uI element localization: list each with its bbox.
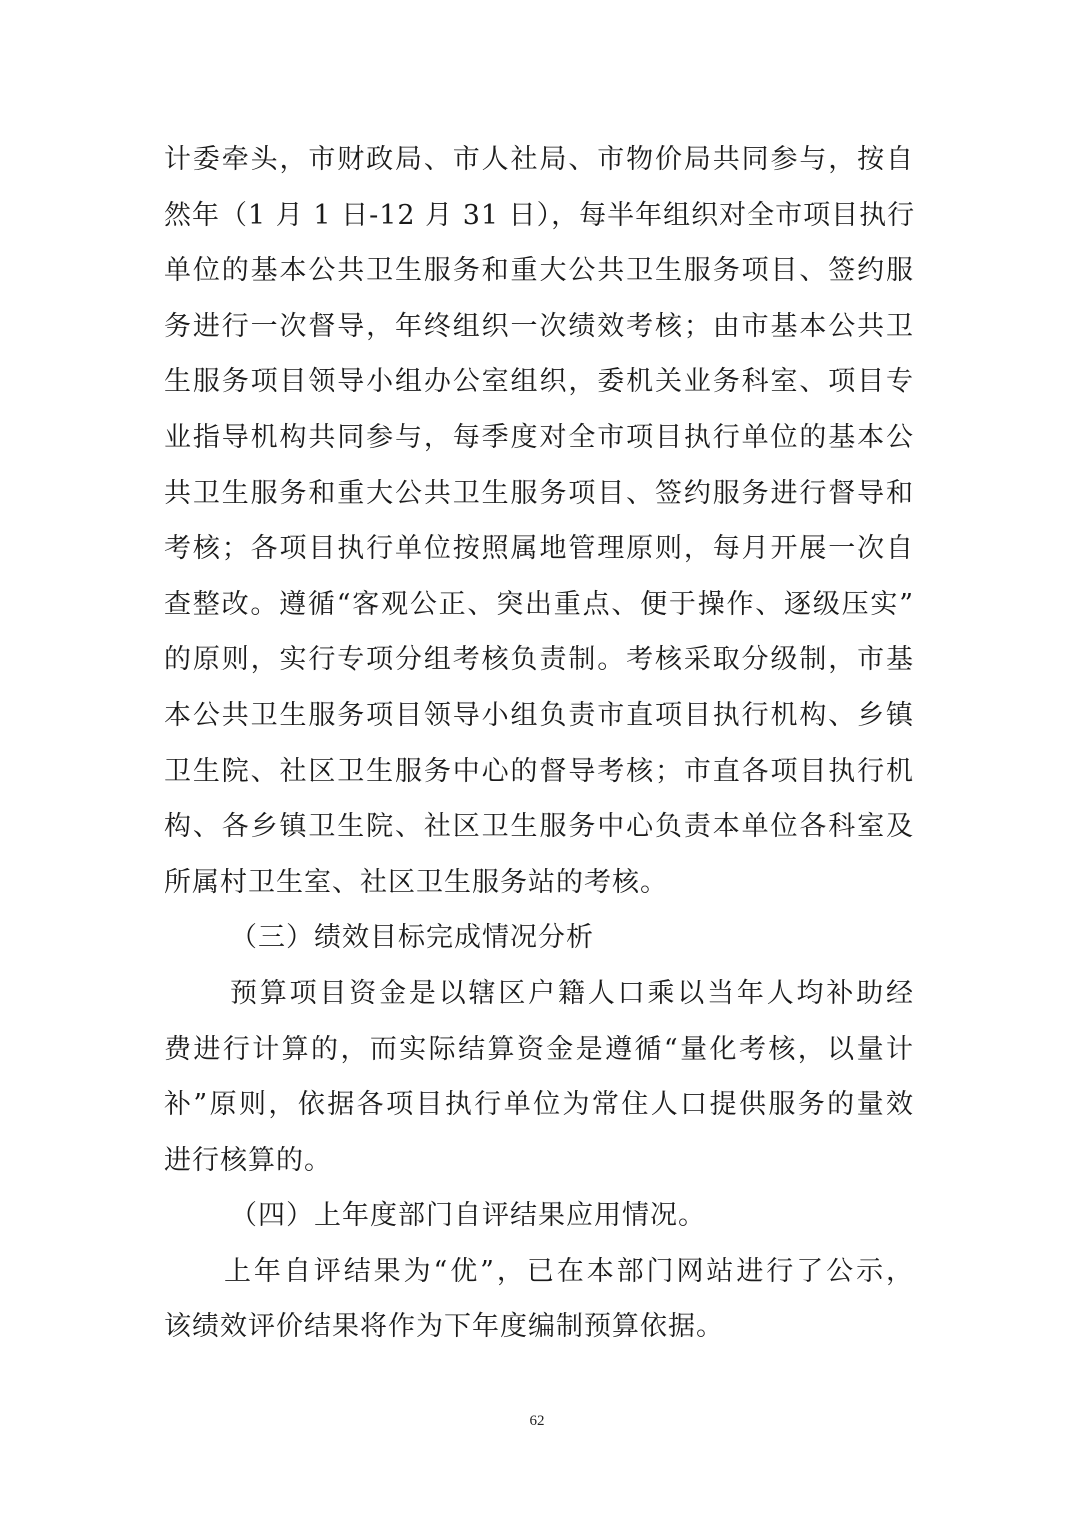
text-line: 的原则，实行专项分组考核负责制。考核采取分级制，市基 — [164, 644, 914, 676]
text-line: 生服务项目领导小组办公室组织，委机关业务科室、项目专 — [164, 366, 914, 398]
page-number: 62 — [529, 1413, 545, 1429]
text-line: 计委牵头，市财政局、市人社局、市物价局共同参与，按自 — [164, 144, 914, 175]
text-line: 然年（1 月 1 日-12 月 31 日），每半年组织对全市项目执行 — [164, 199, 916, 231]
text-line: 补”原则，依据各项目执行单位为常住人口提供服务的量效 — [164, 1089, 914, 1121]
text-line: 所属村卫生室、社区卫生服务站的考核。 — [164, 866, 668, 898]
text-line: 本公共卫生服务项目领导小组负责市直项目执行机构、乡镇 — [164, 699, 914, 731]
text-line: 卫生院、社区卫生服务中心的督导考核；市直各项目执行机 — [164, 755, 914, 787]
text-line: 进行核算的。 — [164, 1144, 332, 1176]
text-line: 业指导机构共同参与，每季度对全市项目执行单位的基本公 — [164, 421, 914, 453]
text-line: 该绩效评价结果将作为下年度编制预算依据。 — [164, 1311, 724, 1343]
text-line: 费进行计算的，而实际结算资金是遵循“量化考核，以量计 — [164, 1033, 914, 1065]
text-line: 单位的基本公共卫生服务和重大公共卫生服务项目、签约服 — [164, 255, 914, 287]
paragraph-supervision — [164, 132, 914, 910]
section-heading-4: （四）上年度部门自评结果应用情况。 — [230, 1200, 706, 1232]
text-line: 考核；各项目执行单位按照属地管理原则，每月开展一次自 — [164, 533, 914, 565]
text-line: 预算项目资金是以辖区户籍人口乘以当年人均补助经 — [230, 977, 914, 1009]
document-body — [164, 132, 914, 1355]
paragraph-performance-analysis — [164, 966, 914, 1188]
text-line: 构、各乡镇卫生院、社区卫生服务中心负责本单位各科室及 — [164, 811, 914, 843]
text-line: 上年自评结果为“优”，已在本部门网站进行了公示， — [224, 1255, 914, 1287]
section-heading-3: （三）绩效目标完成情况分析 — [230, 922, 594, 954]
text-line: 查整改。遵循“客观公正、突出重点、便于操作、逐级压实” — [164, 588, 914, 620]
paragraph-self-evaluation — [164, 1244, 914, 1355]
text-line: 务进行一次督导，年终组织一次绩效考核；由市基本公共卫 — [164, 310, 914, 342]
text-line: 共卫生服务和重大公共卫生服务项目、签约服务进行督导和 — [164, 477, 914, 509]
